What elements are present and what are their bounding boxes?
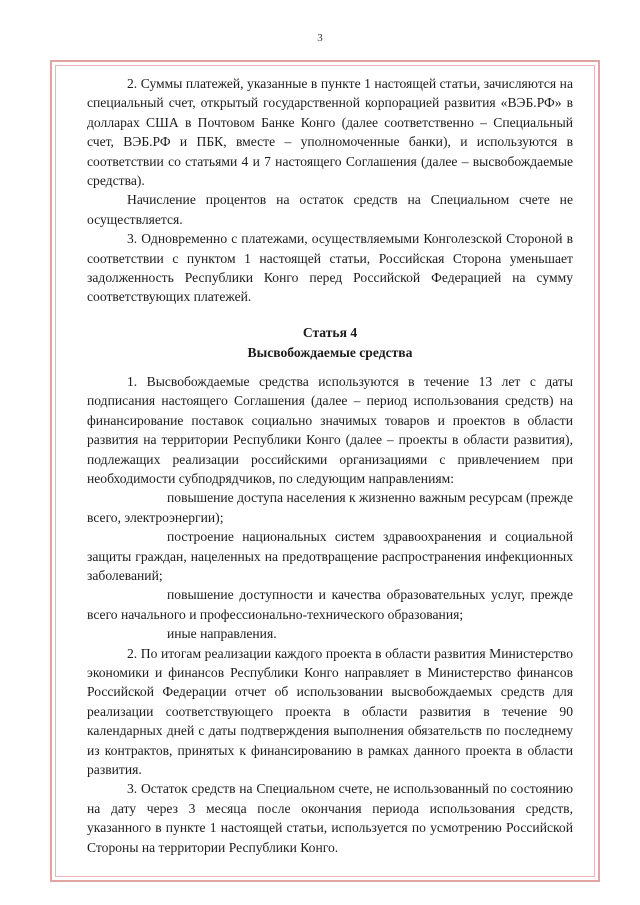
list-item: построение национальных систем здравоохранения и социальной защиты граждан, нацеленных на предотвращение распространения инфекционных заболеваний;	[87, 529, 573, 583]
paragraph-article4-1: 1. Высвобождаемые средства используются в течение 13 лет с даты подписания настоящего Соглашения (далее – период использования средств) на финансирование поставок социально значимых товаров и проектов в области развития на территории Республики Конго (далее – проекты в области развития), подлежащих реализации российскими организациями с привлечением при необходимости субподрядчиков, по следующим направлениям:	[87, 373, 573, 486]
paragraph-section1-2: 2. Суммы платежей, указанные в пункте 1 настоящей статьи, зачисляются на специальный счет, открытый государственной корпорацией развития «ВЭБ.РФ» в долларах США в Почтовом Банке Конго (далее соответственно – Специальный счет, ВЭБ.РФ и ПБК, вместе – уполномоченные банки), и используются в соответствии со статьями 4 и 7 настоящего Соглашения (далее – высвобождаемые средства).	[87, 76, 573, 189]
paragraph-section1-2b: Начисление процентов на остаток средств на Специальном счете не осуществляется.	[87, 192, 573, 227]
article-number: Статья 4	[302, 324, 358, 340]
list-item: повышение доступа населения к жизненно важным ресурсам (прежде всего, электроэнергии);	[87, 490, 574, 525]
page-number: 3	[317, 32, 323, 44]
article-title: Высвобождаемые средства	[247, 344, 413, 360]
article-heading	[87, 323, 573, 363]
paragraph-article4-2: 2. По итогам реализации каждого проекта в области развития Министерство экономики и финансов Республики Конго направляет в Министерство финансов Российской Федерации отчет об использовании высвобождаемых средств для реализации соответствующего проекта в области развития в течение 90 календарных дней с даты подтверждения выполнения обязательств по последнему из контрактов, принятых к финансированию в рамках данного проекта в области развития.	[87, 645, 573, 777]
document-body	[87, 74, 573, 857]
list-item: повышение доступности и качества образовательных услуг, прежде всего начального и профессионально-технического образования;	[87, 587, 573, 622]
paragraph-article4-3: 3. Остаток средств на Специальном счете, не использованный по состоянию на дату через 3 месяца после окончания периода использования средств, указанного в пункте 1 настоящей статьи, используется по усмотрению Российской Стороны на территории Республики Конго.	[87, 781, 573, 855]
paragraph-section1-3: 3. Одновременно с платежами, осуществляемыми Конголезской Стороной в соответствии с пунктом 1 настоящей статьи, Российская Сторона уменьшает задолженность Республики Конго перед Российской Федерацией на сумму соответствующих платежей.	[87, 231, 573, 305]
list-item: иные направления.	[167, 626, 277, 642]
